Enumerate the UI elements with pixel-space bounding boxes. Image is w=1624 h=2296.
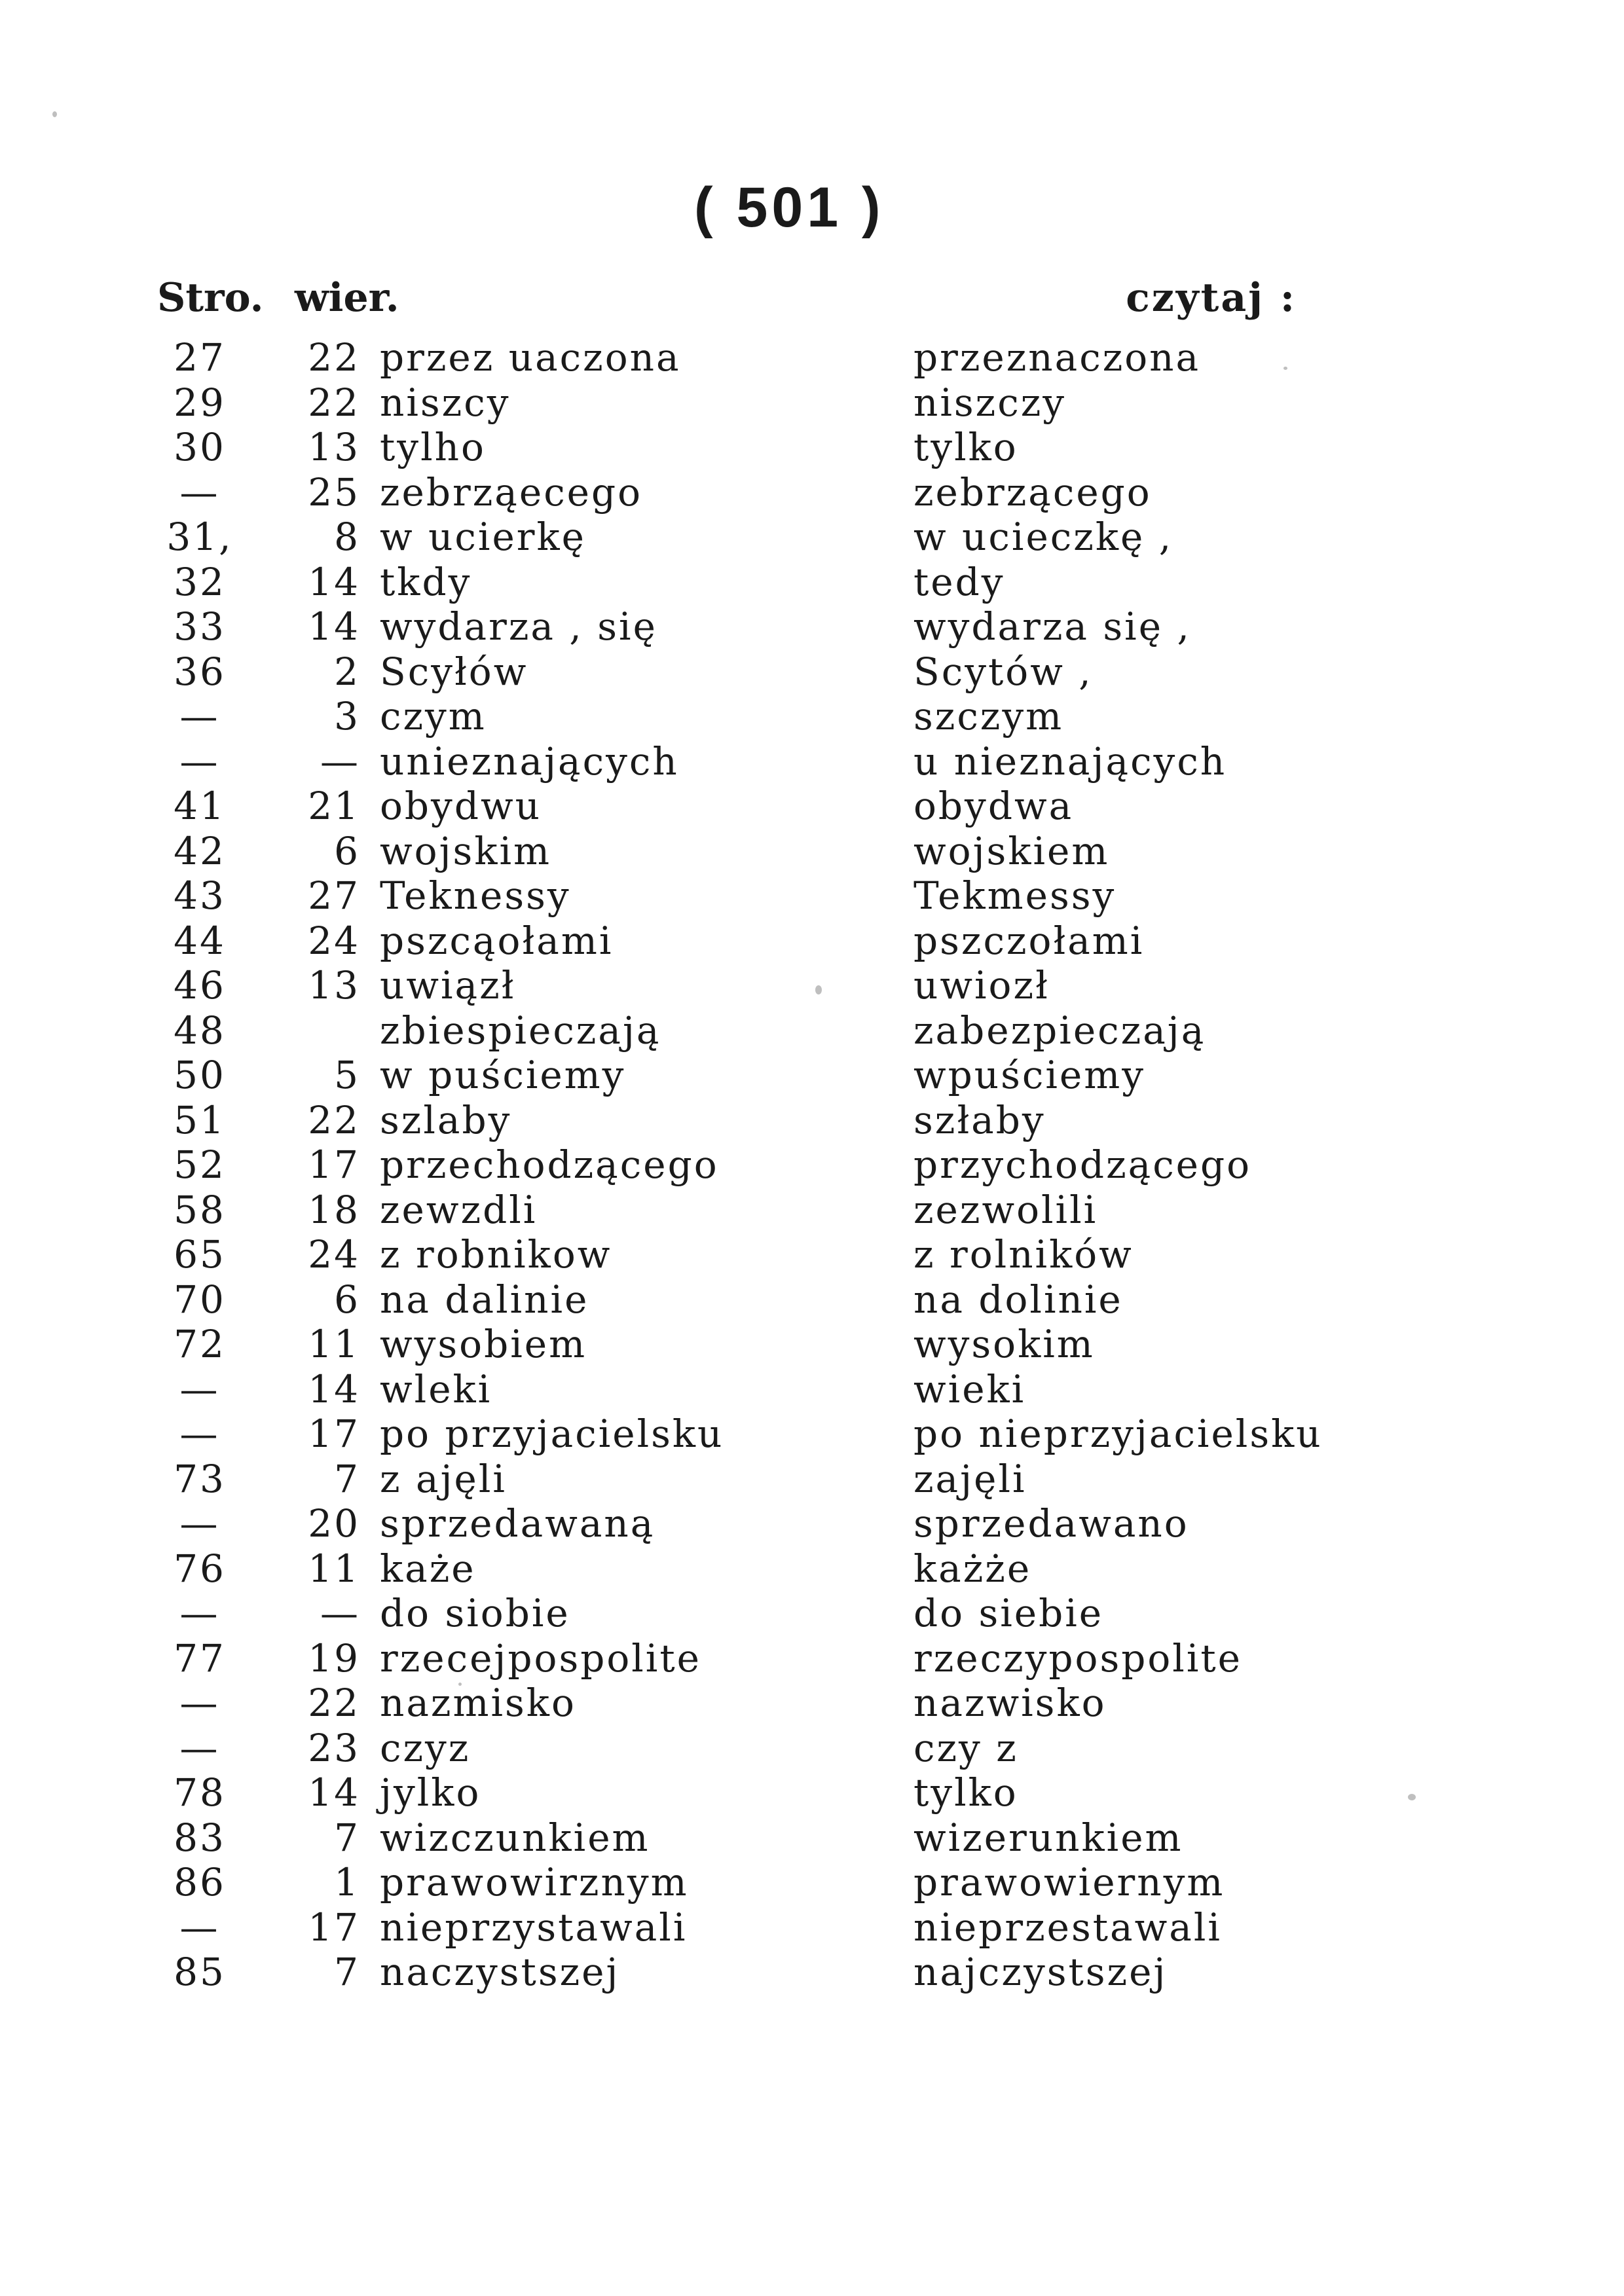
page-number-cell: 27 — [174, 335, 226, 380]
line-number-cell: 3 — [334, 694, 360, 738]
erroneous-text-cell: naczystszej — [380, 1950, 620, 1994]
page-column-header: Stro. — [157, 275, 264, 321]
line-number-cell: 8 — [334, 515, 360, 559]
page-number-cell: 51 — [174, 1097, 226, 1142]
page-number-cell: 72 — [174, 1322, 226, 1366]
erroneous-text-cell: wleki — [380, 1366, 492, 1412]
line-number-cell: 27 — [308, 873, 360, 918]
corrected-text-cell: szczym — [913, 694, 1064, 738]
page-number-cell: — — [179, 1412, 220, 1456]
corrected-text-cell: niszczy — [913, 380, 1067, 425]
errata-row — [0, 470, 1624, 515]
line-number-cell: 17 — [308, 1904, 360, 1950]
erroneous-text-cell: tylho — [380, 425, 486, 469]
erroneous-text-cell: Teknessy — [380, 873, 571, 918]
errata-row — [0, 1546, 1624, 1592]
page-number-cell: 31, — [166, 515, 233, 559]
corrected-text-cell: Tekmessy — [913, 873, 1116, 918]
corrected-text-cell: przeznaczona — [913, 335, 1201, 380]
erroneous-text-cell: w puściemy — [380, 1053, 626, 1097]
corrected-text-cell: na dolinie — [913, 1277, 1123, 1322]
line-number-cell: 5 — [334, 1053, 360, 1097]
page-number-cell: — — [179, 694, 220, 738]
page-number-cell: 70 — [174, 1277, 226, 1322]
line-number-cell: 14 — [308, 559, 360, 604]
page-number-cell: 42 — [174, 828, 226, 873]
line-number-cell: 24 — [308, 1232, 360, 1277]
errata-row — [0, 1053, 1624, 1098]
line-number-cell: 11 — [308, 1546, 360, 1591]
erroneous-text-cell: na dalinie — [380, 1277, 589, 1322]
errata-row — [0, 1412, 1624, 1457]
erroneous-text-cell: wysobiem — [380, 1322, 587, 1366]
erroneous-text-cell: wizczunkiem — [380, 1815, 650, 1860]
errata-row — [0, 560, 1624, 605]
errata-row — [0, 963, 1624, 1008]
line-number-cell: — — [320, 738, 360, 784]
erroneous-text-cell: tkdy — [380, 559, 472, 604]
erroneous-text-cell: każe — [380, 1546, 476, 1591]
line-number-cell: 25 — [308, 469, 360, 515]
line-number-cell: 2 — [334, 649, 360, 694]
page-number-cell: — — [179, 1904, 220, 1950]
line-number-cell: 13 — [308, 963, 360, 1008]
erroneous-text-cell: z robnikow — [380, 1232, 612, 1277]
errata-row — [0, 1770, 1624, 1815]
line-number-cell: 13 — [308, 425, 360, 469]
line-number-cell: 11 — [308, 1322, 360, 1366]
line-number-cell: 7 — [334, 1950, 360, 1994]
erroneous-text-cell: nieprzystawali — [380, 1904, 688, 1950]
line-number-cell: 7 — [334, 1815, 360, 1860]
erroneous-text-cell: szlaby — [380, 1097, 512, 1142]
page-number-cell: 52 — [174, 1142, 226, 1187]
errata-row — [0, 1188, 1624, 1233]
corrected-text-cell: obydwa — [913, 784, 1074, 828]
page-number-cell: 43 — [174, 873, 226, 918]
page-number-cell: 46 — [174, 963, 226, 1008]
errata-row — [0, 1950, 1624, 1995]
page-number-cell: 86 — [174, 1860, 226, 1904]
line-number-cell: 14 — [308, 1366, 360, 1412]
line-number-cell: — — [320, 1591, 360, 1635]
page-number-cell: 65 — [174, 1232, 226, 1277]
line-number-cell: 1 — [334, 1860, 360, 1904]
errata-row — [0, 1815, 1624, 1861]
corrected-text-cell: tylko — [913, 425, 1018, 469]
errata-row — [0, 1232, 1624, 1277]
erroneous-text-cell: Scyłów — [380, 649, 528, 694]
corrected-text-cell: wysokim — [913, 1322, 1095, 1366]
corrected-text-cell: zebrzącego — [913, 469, 1152, 515]
errata-row — [0, 649, 1624, 695]
line-number-cell: 24 — [308, 918, 360, 963]
errata-row — [0, 784, 1624, 829]
erroneous-text-cell: z ajęli — [380, 1456, 507, 1501]
errata-list — [0, 335, 1624, 1995]
errata-row — [0, 1367, 1624, 1412]
corrected-text-cell: wojskiem — [913, 828, 1110, 873]
line-number-cell: 6 — [334, 828, 360, 873]
line-number-cell: 22 — [308, 1681, 360, 1725]
erroneous-text-cell: jylko — [380, 1770, 481, 1815]
corrected-text-cell: przychodzącego — [913, 1142, 1252, 1187]
erroneous-text-cell: rzecejpospolite — [380, 1635, 701, 1681]
errata-row — [0, 335, 1624, 380]
erroneous-text-cell: nazmisko — [380, 1681, 576, 1725]
page-number-cell: 32 — [174, 559, 226, 604]
page-number-cell: 77 — [174, 1635, 226, 1681]
page-number-cell: — — [179, 1681, 220, 1725]
corrected-text-cell: wizerunkiem — [913, 1815, 1183, 1860]
corrected-text-cell: uwiozł — [913, 963, 1050, 1008]
corrected-text-cell: tedy — [913, 559, 1005, 604]
page-number-cell: 36 — [174, 649, 226, 694]
erroneous-text-cell: po przyjacielsku — [380, 1412, 724, 1456]
erroneous-text-cell: niszcy — [380, 380, 511, 425]
corrected-text-cell: z rolników — [913, 1232, 1134, 1277]
erroneous-text-cell: zbiespieczają — [380, 1008, 661, 1053]
line-number-cell: 14 — [308, 604, 360, 649]
page-number: ( 501 ) — [694, 176, 885, 239]
errata-row — [0, 1142, 1624, 1188]
errata-row — [0, 1501, 1624, 1546]
page-number-cell: 41 — [174, 784, 226, 828]
page-number-cell: 58 — [174, 1187, 226, 1232]
corrected-text-cell: Scytów , — [913, 649, 1093, 694]
page-number-cell: 85 — [174, 1950, 226, 1994]
erroneous-text-cell: obydwu — [380, 784, 542, 828]
errata-row — [0, 1591, 1624, 1636]
erroneous-text-cell: uwiązł — [380, 963, 516, 1008]
corrected-text-cell: zezwolili — [913, 1187, 1098, 1232]
erroneous-text-cell: unieznających — [380, 738, 679, 784]
errata-row — [0, 829, 1624, 874]
line-number-cell: 20 — [308, 1501, 360, 1546]
errata-row — [0, 1322, 1624, 1367]
corrected-text-cell: szłaby — [913, 1097, 1046, 1142]
erroneous-text-cell: pszcąołami — [380, 918, 614, 963]
corrected-text-cell: czy z — [913, 1725, 1018, 1770]
page-number-cell: 73 — [174, 1456, 226, 1501]
line-number-cell: 21 — [308, 784, 360, 828]
corrected-text-cell: nazwisko — [913, 1681, 1107, 1725]
errata-row — [0, 1726, 1624, 1771]
page-number-cell: — — [179, 469, 220, 515]
errata-row — [0, 1098, 1624, 1143]
erroneous-text-cell: wydarza , się — [380, 604, 657, 649]
page-number-cell: 50 — [174, 1053, 226, 1097]
page-number-cell: — — [179, 1725, 220, 1770]
erroneous-text-cell: zebrząecego — [380, 469, 643, 515]
page-number-cell: 44 — [174, 918, 226, 963]
line-number-cell: 23 — [308, 1725, 360, 1770]
erroneous-text-cell: sprzedawaną — [380, 1501, 655, 1546]
erroneous-text-cell: czyz — [380, 1725, 471, 1770]
errata-row — [0, 604, 1624, 649]
erroneous-text-cell: w ucierkę — [380, 515, 586, 559]
corrected-text-cell: u nieznających — [913, 738, 1227, 784]
erroneous-text-cell: przez uaczona — [380, 335, 681, 380]
column-header-row — [157, 275, 1297, 327]
line-number-cell: 22 — [308, 1097, 360, 1142]
errata-row — [0, 873, 1624, 919]
corrected-text-cell: najczystszej — [913, 1950, 1168, 1994]
corrected-text-cell: każże — [913, 1546, 1032, 1591]
corrected-text-cell: wydarza się , — [913, 604, 1191, 649]
line-number-cell: 17 — [308, 1412, 360, 1456]
page-number-cell: 78 — [174, 1770, 226, 1815]
errata-row — [0, 739, 1624, 784]
errata-row — [0, 515, 1624, 560]
errata-row — [0, 694, 1624, 739]
errata-row — [0, 1681, 1624, 1726]
errata-row — [0, 1457, 1624, 1502]
line-number-cell: 18 — [308, 1187, 360, 1232]
corrected-text-cell: prawowiernym — [913, 1860, 1225, 1904]
errata-row — [0, 1860, 1624, 1905]
page-number-cell: 76 — [174, 1546, 226, 1591]
errata-row — [0, 1008, 1624, 1053]
corrected-text-cell: pszczołami — [913, 918, 1145, 963]
corrected-text-cell: po nieprzyjacielsku — [913, 1412, 1323, 1456]
page-number-cell: 30 — [174, 425, 226, 469]
corrected-text-cell: sprzedawano — [913, 1501, 1189, 1546]
page-number-cell: 83 — [174, 1815, 226, 1860]
page-number-cell: — — [179, 738, 220, 784]
line-number-cell: 6 — [334, 1277, 360, 1322]
page-number-cell: — — [179, 1501, 220, 1546]
erroneous-text-cell: zewzdli — [380, 1187, 538, 1232]
errata-row — [0, 1905, 1624, 1950]
page-number-cell: 29 — [174, 380, 226, 425]
corrected-text-cell: zabezpieczają — [913, 1008, 1206, 1053]
line-number-cell: 14 — [308, 1770, 360, 1815]
corrected-text-cell: w ucieczkę , — [913, 515, 1173, 559]
page-number-cell: 48 — [174, 1008, 226, 1053]
corrected-text-cell: nieprzestawali — [913, 1904, 1222, 1950]
line-number-cell: 17 — [308, 1142, 360, 1187]
errata-row — [0, 1277, 1624, 1322]
line-column-header: wier. — [295, 275, 399, 321]
corrected-text-cell: tylko — [913, 1770, 1018, 1815]
corrected-text-cell: rzeczypospolite — [913, 1635, 1243, 1681]
corrected-text-cell: wpuściemy — [913, 1053, 1146, 1097]
page-number-cell: — — [179, 1591, 220, 1635]
scan-speck — [52, 111, 57, 117]
corrected-text-cell: zajęli — [913, 1456, 1027, 1501]
line-number-cell: 22 — [308, 335, 360, 380]
erroneous-text-cell: do siobie — [380, 1591, 570, 1635]
erroneous-text-cell: wojskim — [380, 828, 552, 873]
corrected-text-cell: do siebie — [913, 1591, 1104, 1635]
errata-row — [0, 425, 1624, 470]
page-number-cell: 33 — [174, 604, 226, 649]
corrected-text-cell: wieki — [913, 1366, 1026, 1412]
erroneous-text-cell: czym — [380, 694, 487, 738]
errata-row — [0, 380, 1624, 426]
page-number-cell: — — [179, 1366, 220, 1412]
correction-column-header: czytaj : — [1126, 275, 1297, 321]
errata-row — [0, 919, 1624, 964]
line-number-cell: 19 — [308, 1635, 360, 1681]
line-number-cell: 22 — [308, 380, 360, 425]
erroneous-text-cell: prawowirznym — [380, 1860, 689, 1904]
erroneous-text-cell: przechodzącego — [380, 1142, 719, 1187]
errata-row — [0, 1636, 1624, 1681]
line-number-cell: 7 — [334, 1456, 360, 1501]
